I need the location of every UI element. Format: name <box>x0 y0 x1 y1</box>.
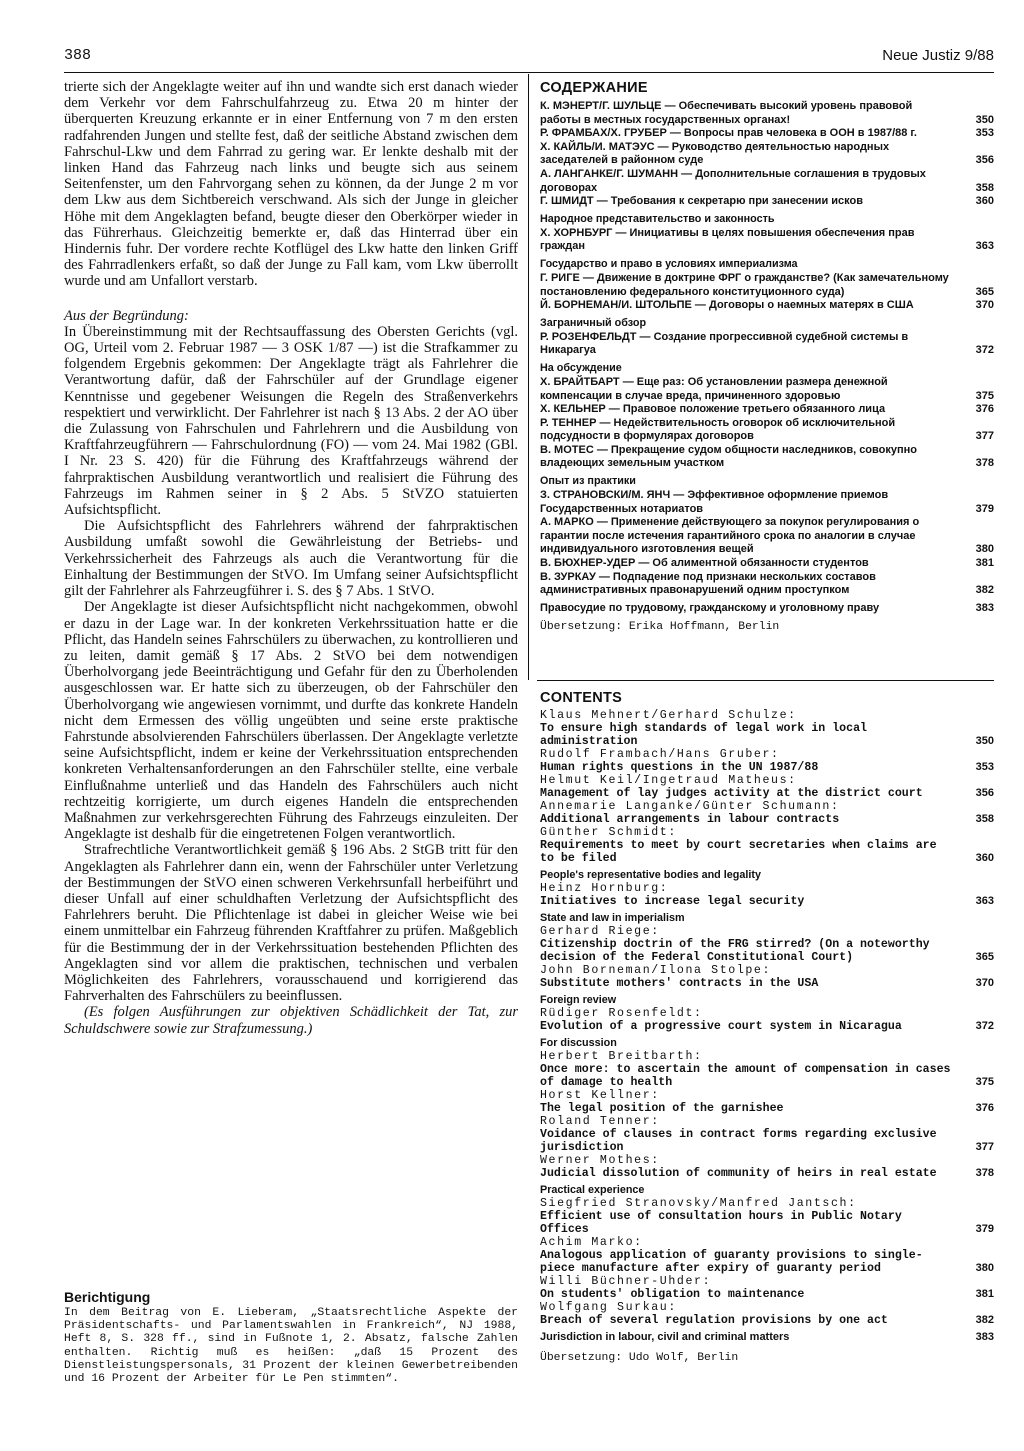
toc-entry <box>540 226 994 253</box>
toc-page: 350 <box>975 735 994 747</box>
toc-author: Siegfried Stranovsky/Manfred Jantsch: <box>540 1197 857 1210</box>
toc-page: 363 <box>975 895 994 907</box>
correction-text: In dem Beitrag von E. Lieberam, „Staatsrechtliche Aspekte der Präsidentschafts- und Parlamentswahlen in Frankreich“, NJ 1988, Heft 8, S. 328 ff., sind in Fußnote 1, 2. Absatz, falsche Zahlen enthalten. Richtig muß es heißen: „daß 15 Prozent des Dienstleistungspersonals, 31 Prozent der kleinen Gewerbetreibenden und 16 Prozent der Arbeiter für Le Pen stimmten“. <box>64 1307 518 1386</box>
toc-entry <box>540 1275 994 1301</box>
toc-page: 381 <box>975 1288 994 1300</box>
toc-author: А. МАРКО <box>540 516 594 529</box>
toc-page: 356 <box>975 787 994 799</box>
toc-author: Willi Büchner-Uhder: <box>540 1275 712 1288</box>
paragraph: In Übereinstimmung mit der Rechtsauffassung des Obersten Gerichts (vgl. OG, Urteil vom 2. Februar 1987 — 3 OSK 1/87 —) ist die Strafkammer zu folgendem Ergebnis gekommen: Der Angeklagte trägt als Fahrlehrer die Verantwortung dafür, daß der Fahrschüler auf der Grundlage eigener Kenntnisse und gegebener Weisungen die Regeln des Straßenverkehrs respektiert und verwirklicht. Der Fahrlehrer ist nach § 13 Abs. 2 der AO über die Zulassung von Fahrschulen und Fahrlehrern und die Ausbildung von Kraftfahrzeugführern — Fahrschulordnung (FO) — vom 24. Mai 1982 (GBl. I Nr. 23 S. 420) für die Führung des Kraftfahrzeugs während der fahrpraktischen Ausbildung verantwortlich und realisiert die Führung des Fahrzeugs im Rahmen seiner in § 2 Abs. 5 StVZO statuierten Aufsichtspflicht. <box>64 323 518 519</box>
toc-author: Roland Tenner: <box>540 1115 660 1128</box>
toc-title: — Движение в доктрине ФРГ о гражданстве? (Как замечательному постановлению федерального конституционного суда) <box>540 271 949 298</box>
toc-author: Annemarie Langanke/Günter Schumann: <box>540 800 840 813</box>
toc-author: З. СТРАНОВСКИ/М. ЯНЧ <box>540 489 671 502</box>
toc-page: 353 <box>975 761 994 773</box>
toc-entry <box>540 99 994 126</box>
toc-section-heading: Народное представительство и законность <box>540 212 775 225</box>
toc-entry <box>540 140 994 167</box>
toc-author: Helmut Keil/Ingetraud Matheus: <box>540 774 797 787</box>
toc-author: Г. ШМИДТ <box>540 195 594 208</box>
toc-title: To ensure high standards of legal work in local administration <box>540 722 867 748</box>
toc-title: Analogous application of guaranty provisions to single-piece manufacture after expiry of guaranty period <box>540 1249 923 1275</box>
toc-page: 383 <box>975 1331 994 1343</box>
article-body <box>64 79 518 1037</box>
paragraph: Strafrechtliche Verantwortlichkeit gemäß § 196 Abs. 2 StGB tritt für den Angeklagten als Fahrlehrer dann ein, wenn der Fahrschüler unter Verletzung der Bestimmungen der StVO einen schweren Verkehrsunfall herbeiführt und dieser Unfall auf einer schuldhaften Verletzung der Aufsichtspflicht des Fahrlehrers beruht. Die Pflichtenlage ist dabei in gleicher Weise wie bei einem unmittelbar ein Fahrzeug führenden Kraftfahrer zu prüfen. Maßgeblich für die Bestimmung der in der Verkehrssituation bestehenden Pflichten des Angeklagten sind vor allem die praktischen, technischen und verbalen Möglichkeiten des Fahrlehrers, vorausschauend und korrigierend das Fahrverhalten des Fahrschülers zu beeinflussen. <box>64 842 518 1005</box>
toc-title: Jurisdiction in labour, civil and criminal matters <box>540 1331 790 1343</box>
toc-section-heading: State and law in imperialism <box>540 912 685 924</box>
toc-entry <box>540 748 994 774</box>
toc-entry <box>540 570 994 597</box>
toc-page: 380 <box>975 543 994 556</box>
page-number: 388 <box>64 47 92 64</box>
toc-page: 382 <box>975 1314 994 1326</box>
correction-notice <box>64 1289 518 1386</box>
toc-page: 378 <box>975 1167 994 1179</box>
toc-title: Requirements to meet by court secretaries when claims are to be filed <box>540 839 937 865</box>
toc-page: 360 <box>975 195 994 208</box>
toc-author: Х. БРАЙТБАРТ <box>540 375 620 388</box>
toc-heading: CONTENTS <box>540 690 623 706</box>
toc-title: — Недействительность оговорок об исключительной подсудности в формулярах договоров <box>540 416 896 443</box>
toc-entry <box>540 194 994 208</box>
toc-title: On students' obligation to maintenance <box>540 1288 805 1301</box>
toc-entry <box>540 964 994 990</box>
toc-entry <box>540 709 994 748</box>
toc-author: Г. РИГЕ <box>540 271 580 284</box>
toc-section-heading: Опыт из практики <box>540 475 636 488</box>
toc-title: Citizenship doctrin of the FRG stirred? (On a noteworthy decision of the Federal Constitutional Court) <box>540 938 930 964</box>
toc-author: Р. РОЗЕНФЕЛЬДТ <box>540 330 637 343</box>
toc-page: 379 <box>975 502 994 515</box>
toc-author: Heinz Hornburg: <box>540 882 669 895</box>
toc-author: Werner Mothes: <box>540 1154 660 1167</box>
toc-author: Horst Kellner: <box>540 1089 660 1102</box>
contents-english <box>540 690 994 1364</box>
toc-author: Р. ФРАМБАХ/Х. ГРУБЕР <box>540 127 667 140</box>
translator-credit: Übersetzung: Udo Wolf, Berlin <box>540 1352 739 1364</box>
toc-entry <box>540 515 994 556</box>
toc-entry <box>540 1236 994 1275</box>
toc-entry <box>540 443 994 470</box>
toc-page: 375 <box>975 1076 994 1088</box>
toc-title: Efficient use of consultation hours in Public Notary Offices <box>540 1210 902 1236</box>
toc-title: Management of lay judges activity at the district court <box>540 787 923 800</box>
toc-author: Gerhard Riege: <box>540 925 660 938</box>
correction-heading: Berichtigung <box>64 1289 151 1305</box>
toc-title: — Договоры о наемных матерях в США <box>691 299 914 312</box>
paragraph: Die Aufsichtspflicht des Fahrlehrers während der fahrpraktischen Ausbildung umfaßt sowohl die Gewährleistung der Betriebs- und Verkehrssicherheit des Fahrzeugs als auch die Verantwortung für die Einhaltung der Bestimmungen der StVO. Im Umfang seiner Aufsichtspflicht gilt der Fahrlehrer als Fahrzeugführer i. S. des § 7 Abs. 1 StVO. <box>64 518 518 600</box>
toc-title: The legal position of the garnishee <box>540 1102 784 1115</box>
toc-page: 372 <box>975 1020 994 1032</box>
toc-author: John Borneman/Ilona Stolpe: <box>540 964 772 977</box>
toc-author: В. ЗУРКАУ <box>540 570 596 583</box>
toc-entry <box>540 488 994 515</box>
header-rule <box>64 72 994 73</box>
toc-entry <box>540 1007 994 1033</box>
toc-title: — Применение действующего за покупок регулирования о гарантии после истечения гарантийного срока по аналогии в случае индивидуального изготовления вещей <box>540 516 920 556</box>
toc-title: — Эффективное оформление приемов Государственных нотариатов <box>540 489 889 515</box>
toc-page: 380 <box>975 1262 994 1274</box>
toc-page: 350 <box>975 113 994 126</box>
toc-page: 376 <box>975 1102 994 1114</box>
toc-title: Additional arrangements in labour contracts <box>540 813 840 826</box>
paragraph: trierte sich der Angeklagte weiter auf ihn und wandte sich erst danach wieder dem Verkehr vor dem Fahrschulfahrzeug zu. Etwa 20 m hinter der überquerten Kreuzung erkannte er in einer Entfernung von 7 m den ersten radfahrenden Jungen und stellte fest, daß der seitliche Abstand zwischen dem Fahrschul-Lkw und dem Fahrrad zu gering war. Er lenkte deshalb mit der linken Hand das Fahrzeug nach links und beugte sich aus seinem Seitenfenster, um den Fahrvorgang sehen zu können, da der Junge 2 m vor dem Lkw aus dem Sichtbereich verschwand. Als sich der Junge in gleicher Höhe mit dem Angeklagten befand, beugte dieser den Oberkörper wieder in das Führerhaus. Gleichzeitig bemerkte er, daß das Hinterrad über ein Hindernis fuhr. Der vordere rechte Kotflügel des Lkw hatte den linken Griff des Fahrradlenkers erfaßt, so daß der Junge zu Fall kam, vom Lkw überrollt wurde und am Unfallort verstarb. <box>64 79 518 290</box>
section-subheading: Aus der Begründung: <box>64 307 189 324</box>
toc-title: — Прекращение судом общности наследников, совокупно владеющих земельным участком <box>540 443 917 470</box>
contents-rule <box>537 680 994 681</box>
toc-title: Evolution of a progressive court system in Nicaragua <box>540 1020 902 1033</box>
toc-entry <box>540 402 994 416</box>
toc-page: 372 <box>975 344 994 357</box>
toc-page: 381 <box>975 557 994 570</box>
toc-section-heading: People's representative bodies and legality <box>540 869 761 881</box>
toc-author: В. МОТЕС <box>540 443 594 456</box>
toc-page: 378 <box>975 457 994 470</box>
toc-entry <box>540 882 994 908</box>
journal-issue: Neue Justiz 9/88 <box>882 47 994 64</box>
toc-title: — Обеспечивать высокий уровень правовой работы в местных государственных органах! <box>540 100 913 126</box>
toc-page: 358 <box>975 813 994 825</box>
toc-page: 379 <box>975 1223 994 1235</box>
contents-russian <box>540 80 994 633</box>
toc-entry <box>540 1154 994 1180</box>
toc-entry <box>540 826 994 865</box>
toc-entry <box>540 800 994 826</box>
toc-entry <box>540 556 994 570</box>
toc-entry <box>540 126 994 140</box>
toc-entry <box>540 774 994 800</box>
toc-entry <box>540 1089 994 1115</box>
toc-title: Breach of several regulation provisions by one act <box>540 1314 888 1327</box>
toc-title: — Еще раз: Об установлении размера денежной компенсации в случае вреда, причиненного здоровью <box>540 375 888 402</box>
toc-page: 360 <box>975 852 994 864</box>
toc-section-heading: Государство и право в условиях империализма <box>540 257 798 270</box>
toc-entry <box>540 167 994 194</box>
toc-title: Правосудие по трудовому, гражданскому и уголовному праву <box>540 601 880 614</box>
toc-author: Klaus Mehnert/Gerhard Schulze: <box>540 709 797 722</box>
toc-author: Х. КЕЛЬНЕР <box>540 403 606 416</box>
toc-page: 375 <box>975 389 994 402</box>
toc-author: Й. БОРНЕМАН/И. ШТОЛЬПЕ <box>540 299 692 312</box>
toc-title: Voidance of clauses in contract forms regarding exclusive jurisdiction <box>540 1128 937 1154</box>
toc-page: 365 <box>975 285 994 298</box>
toc-page: 365 <box>975 951 994 963</box>
toc-section-heading: Practical experience <box>540 1184 645 1196</box>
toc-title: — Требования к секретарю при занесении исков <box>593 195 863 208</box>
toc-title: Substitute mothers' contracts in the USA <box>540 977 819 990</box>
toc-entry <box>540 330 994 357</box>
translator-credit: Übersetzung: Erika Hoffmann, Berlin <box>540 621 780 634</box>
toc-entry <box>540 375 994 402</box>
toc-page: 353 <box>975 127 994 140</box>
toc-page: 370 <box>975 299 994 312</box>
toc-author: Rüdiger Rosenfeldt: <box>540 1007 703 1020</box>
toc-title: — Дополнительные соглашения в трудовых договорах <box>540 167 926 194</box>
toc-author: Х. ХОРНБУРГ <box>540 226 613 239</box>
toc-entry <box>540 1197 994 1236</box>
toc-page: 377 <box>975 430 994 443</box>
toc-section-heading: Заграничный обзор <box>540 316 647 329</box>
toc-entry <box>540 1331 994 1344</box>
toc-author: Х. КАЙЛЬ/И. МАТЭУС <box>540 140 655 153</box>
toc-section-heading: На обсуждение <box>540 361 622 374</box>
toc-author: А. ЛАНГАНКЕ/Г. ШУМАНН <box>540 167 679 180</box>
toc-entry <box>540 1050 994 1089</box>
toc-title: — Подпадение под признаки нескольких составов административных правонарушений одним проступком <box>540 570 876 597</box>
toc-heading: СОДЕРЖАНИЕ <box>540 80 648 96</box>
toc-page: 383 <box>975 601 994 614</box>
toc-page: 376 <box>975 403 994 416</box>
toc-entry <box>540 416 994 443</box>
toc-author: Achim Marko: <box>540 1236 643 1249</box>
column-divider <box>528 74 529 680</box>
toc-page: 370 <box>975 977 994 989</box>
toc-author: Wolfgang Surkau: <box>540 1301 677 1314</box>
toc-title: Judicial dissolution of community of heirs in real estate <box>540 1167 937 1180</box>
toc-title: — Вопросы прав человека в ООН в 1987/88 г. <box>666 127 917 140</box>
toc-title: — Правовое положение третьего обязанного лица <box>605 403 886 416</box>
toc-title: — Руководство деятельностью народных заседателей в районном суде <box>540 140 890 167</box>
toc-entry <box>540 271 994 298</box>
toc-page: 356 <box>975 154 994 167</box>
toc-title: — Инициативы в целях повышения обеспечения прав граждан <box>540 226 915 253</box>
paragraph: Der Angeklagte ist dieser Aufsichtspflicht nicht nachgekommen, obwohl er dazu in der Lage war. In der konkreten Verkehrssituation hatte er die Pflicht, das Handeln seines Fahrschülers zu überwachen, zu kontrollieren und zu leiten, damit gemäß § 17 Abs. 2 StVO bei dem notwendigen Überholvorgang jede Beeinträchtigung und Gefahr für den zu Überholenden ausgeschlossen war. Er hatte sich zu überzeugen, ob der Fahrschüler den Überholvorgang wie angewiesen vornimmt, und durfte das konkrete Handeln nicht dem Ermessen des völlig ungeübten und seine erste praktische Fahrstunde absolvierenden Fahrschülers überlassen. Der Angeklagte verletzte seine Aufsichtspflicht, indem er keine der Verkehrssituation entsprechenden konkreten Verhaltensanforderungen an den Fahrschüler stellte, eine verbale Einflußnahme unterließ und das Handeln des Fahrschülers auch nicht rechtzeitig korrigierte, um durch eigenes Handeln die entsprechenden Maßnahmen zur verkehrsgerechten Führung des Fahrzeugs einzuleiten. Der Angeklagte ist deshalb für die eingetretenen Folgen verantwortlich. <box>64 599 518 843</box>
toc-section-heading: Foreign review <box>540 994 617 1006</box>
toc-entry <box>540 1115 994 1154</box>
toc-author: Herbert Breitbarth: <box>540 1050 703 1063</box>
toc-title: Human rights questions in the UN 1987/88 <box>540 761 819 774</box>
toc-title: Once more: to ascertain the amount of compensation in cases of damage to health <box>540 1063 951 1089</box>
toc-entry <box>540 1301 994 1327</box>
toc-section-heading: For discussion <box>540 1037 617 1049</box>
toc-author: К. МЭНЕРТ/Г. ШУЛЬЦЕ <box>540 100 662 112</box>
toc-entry <box>540 601 994 615</box>
toc-title: — Об алиментной обязанности студентов <box>635 557 869 570</box>
toc-author: Rudolf Frambach/Hans Gruber: <box>540 748 780 761</box>
toc-author: В. БЮХНЕР-УДЕР <box>540 557 636 570</box>
toc-title: — Создание прогрессивной судебной системы в Никарагуа <box>540 330 909 357</box>
toc-author: Günther Schmidt: <box>540 826 677 839</box>
toc-entry <box>540 298 994 312</box>
toc-title: Initiatives to increase legal security <box>540 895 805 908</box>
running-head <box>64 47 994 69</box>
toc-page: 382 <box>975 584 994 597</box>
toc-page: 363 <box>975 240 994 253</box>
closing-note: (Es folgen Ausführungen zur objektiven Schädlichkeit der Tat, zur Schuldschwere sowie zur Strafzumessung.) <box>64 1004 518 1037</box>
toc-page: 358 <box>975 181 994 194</box>
toc-entry <box>540 925 994 964</box>
toc-author: Р. ТЕННЕР <box>540 416 597 429</box>
toc-page: 377 <box>975 1141 994 1153</box>
